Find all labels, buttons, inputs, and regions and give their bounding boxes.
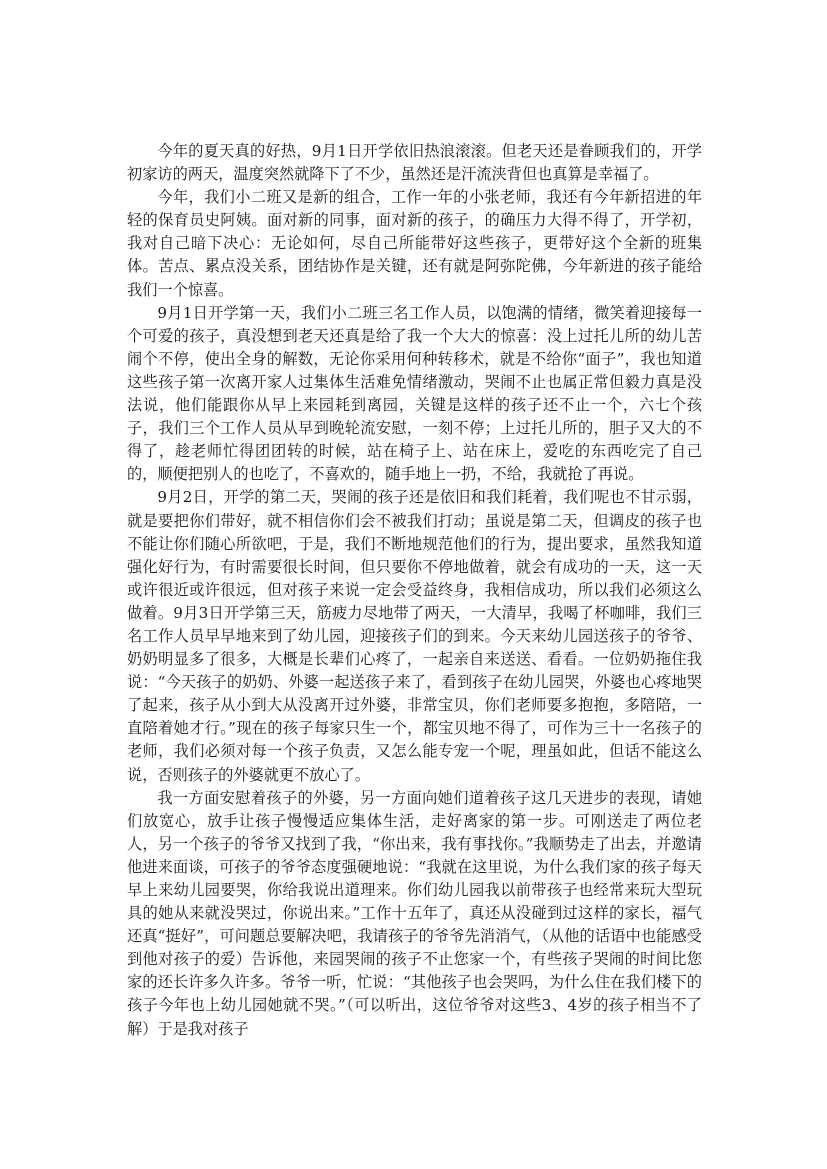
document-page — [127, 140, 702, 1041]
paragraph-3: 9月1日开学第一天，我们小二班三名工作人员，以饱满的情绪，微笑着迎接每一个可爱的孩子，真没想到老天还真是给了我一个大大的惊喜：没上过托儿所的幼儿苦闹个不停，使出全身的解数，无论你采用何种转移术，就是不给你“面子”，我也知道这些孩子第一次离开家人过集体生活难免情绪激动，哭闹不止也属正常但毅力真是没法说，他们能跟你从早上来园耗到离园，关键是这样的孩子还不止一个，六七个孩子，我们三个工作人员从早到晚轮流安慰，一刻不停；上过托儿所的，胆子又大的不得了，趁老师忙得团团转的时候，站在椅子上、站在床上，爱吃的东西吃完了自己的，顺便把别人的也吃了，不喜欢的，随手地上一扔，不给，我就抢了再说。 — [127, 303, 702, 484]
paragraph-5: 我一方面安慰着孩子的外婆，另一方面向她们道着孩子这几天进步的表现，请她们放宽心，放手让孩子慢慢适应集体生活，走好离家的第一步。可刚送走了两位老人，另一个孩子的爷爷又找到了我，“你出来，我有事找你。”我顺势走了出去，并邀请他进来面谈，可孩子的爷爷态度强硬地说：“我就在这里说，为什么我们家的孩子每天早上来幼儿园要哭，你给我说出道理来。你们幼儿园我以前带孩子也经常来玩大型玩具的她从来就没哭过，你说出来。”工作十五年了，真还从没碰到过这样的家长，福气还真“挺好”，可问题总要解决吧，我请孩子的爷爷先消消气，（从他的话语中也能感受到他对孩子的爱）告诉他，来园哭闹的孩子不止您家一个，有些孩子哭闹的时间比您家的还长许多久许多。爷爷一听，忙说：“其他孩子也会哭吗，为什么住在我们楼下的孩子今年也上幼儿园她就不哭。”（可以听出，这位爷爷对这些3、4岁的孩子相当不了解）于是我对孩子 — [127, 788, 702, 1038]
paragraph-1: 今年的夏天真的好热，9月1日开学依旧热浪滚滚。但老天还是眷顾我们的，开学初家访的两天，温度突然就降下了不少，虽然还是汗流浃背但也真算是幸福了。 — [127, 142, 702, 184]
paragraph-4: 9月2日，开学的第二天，哭闹的孩子还是依旧和我们耗着，我们呢也不甘示弱，就是要把你们带好，就不相信你们会不被我们打动；虽说是第二天，但调皮的孩子也不能让你们随心所欲吧，于是，我们不断地规范他们的行为，提出要求，虽然我知道强化好行为，有时需要很长时间，但只要你不停地做着，就会有成功的一天，这一天或许很近或许很远，但对孩子来说一定会受益终身，我相信成功，所以我们必须这么做着。9月3日开学第三天，筋疲力尽地带了两天，一大清早，我喝了杯咖啡，我们三名工作人员早早地来到了幼儿园，迎接孩子们的到来。今天来幼儿园送孩子的爷爷、奶奶明显多了很多，大概是长辈们心疼了，一起亲自来送送、看看。一位奶奶拖住我说：“今天孩子的奶奶、外婆一起送孩子来了，看到孩子在幼儿园哭，外婆也心疼地哭了起来，孩子从小到大从没离开过外婆，非常宝贝，你们老师要多抱抱，多陪陪，一直陪着她才行。”现在的孩子每家只生一个，都宝贝地不得了，可作为三十一名孩子的老师，我们必须对每一个孩子负责，又怎么能专宠一个呢，理虽如此，但话不能这么说，否则孩子的外婆就更不放心了。 — [127, 488, 702, 784]
paragraph-2: 今年，我们小二班又是新的组合，工作一年的小张老师，我还有今年新招进的年轻的保育员史阿姨。面对新的同事，面对新的孩子，的确压力大得不得了，开学初，我对自己暗下决心：无论如何，尽自己所能带好这些孩子，更带好这个全新的班集体。苦点、累点没关系，团结协作是关键，还有就是阿弥陀佛，今年新进的孩子能给我们一个惊喜。 — [127, 188, 702, 299]
